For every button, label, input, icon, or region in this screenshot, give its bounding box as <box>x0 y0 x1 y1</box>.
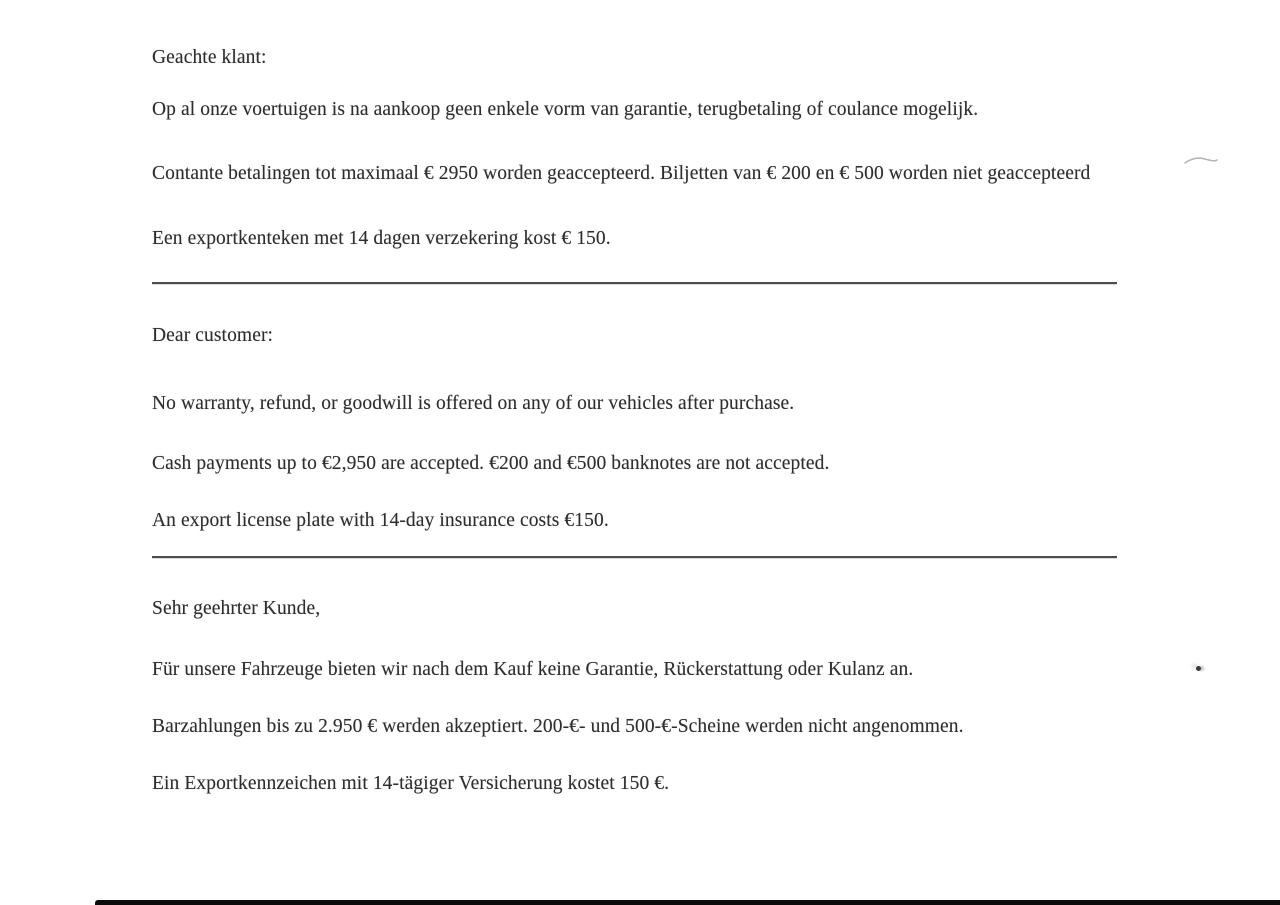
english-paragraph-2: Cash payments up to €2,950 are accepted. €200 and €500 banknotes are not accepted. <box>152 453 830 474</box>
section-divider-2 <box>152 556 1117 558</box>
dutch-salutation: Geachte klant: <box>152 47 267 68</box>
english-salutation: Dear customer: <box>152 325 274 346</box>
german-paragraph-1: Für unsere Fahrzeuge bieten wir nach dem Kauf keine Garantie, Rückerstattung oder Kulanz an. <box>152 659 914 680</box>
dutch-paragraph-1: Op al onze voertuigen is na aankoop geen enkele vorm van garantie, terugbetaling of coulance mogelijk. <box>152 99 979 120</box>
german-paragraph-2: Barzahlungen bis zu 2.950 € werden akzeptiert. 200-€- und 500-€-Scheine werden nicht angenommen. <box>152 716 964 737</box>
german-paragraph-3: Ein Exportkennzeichen mit 14-tägiger Versicherung kostet 150 €. <box>152 773 670 794</box>
dutch-paragraph-2: Contante betalingen tot maximaal € 2950 worden geaccepteerd. Biljetten van € 200 en € 500 worden niet geaccepteerd <box>152 163 1091 184</box>
pencil-stroke-mark <box>1183 152 1219 170</box>
section-divider-1 <box>152 282 1117 284</box>
english-paragraph-3: An export license plate with 14-day insurance costs €150. <box>152 510 609 531</box>
german-salutation: Sehr geehrter Kunde, <box>152 598 321 619</box>
ink-speck-mark <box>1196 666 1201 671</box>
dutch-paragraph-3: Een exportkenteken met 14 dagen verzekering kost € 150. <box>152 228 611 249</box>
english-paragraph-1: No warranty, refund, or goodwill is offered on any of our vehicles after purchase. <box>152 393 795 414</box>
scan-edge-artifact <box>95 900 1280 905</box>
